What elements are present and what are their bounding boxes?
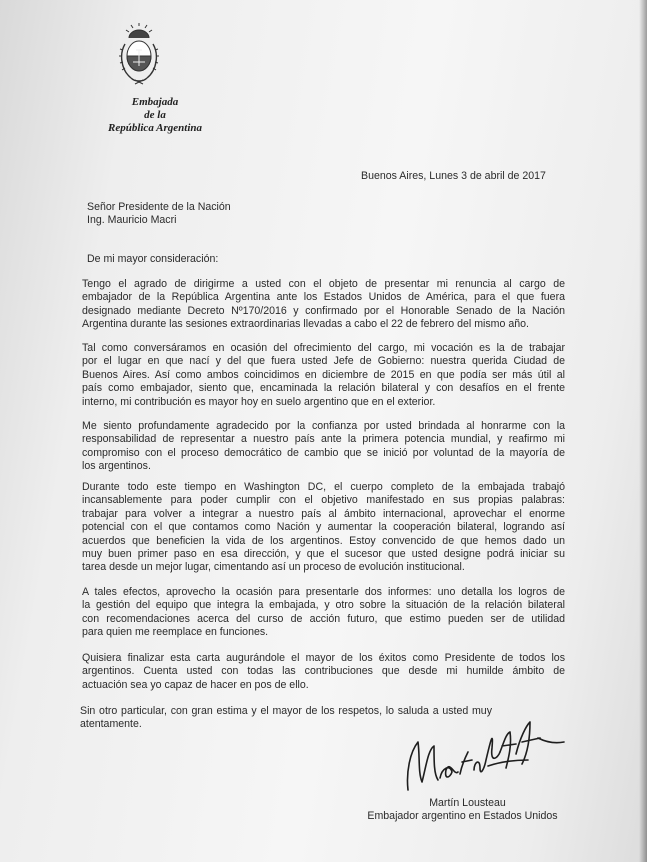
text-line: atentamente. — [80, 718, 142, 731]
text-line: compromiso con el proceso democrático de cambio que se inició por voluntad de la mayoría de — [82, 446, 565, 459]
embassy-line-3: República Argentina — [107, 122, 203, 134]
embassy-letterhead — [100, 96, 210, 135]
text-line: Tengo el agrado de dirigirme a usted con el objeto de presentar mi renuncia al cargo de — [82, 278, 565, 290]
embassy-line-1: Embajada — [131, 96, 179, 108]
text-line: Quisiera finalizar esta carta augurándole el mayor de los éxitos como Presidente de todos los — [82, 652, 565, 664]
text-line: con recomendaciones acerca del curso de acción futuro, que estimo pueden ser de utilidad — [82, 612, 565, 625]
embassy-line-2: de la — [144, 109, 166, 121]
handwritten-signature-icon — [388, 712, 568, 792]
text-line: actuación sea yo capaz de hacer en pos de ello. — [82, 678, 309, 691]
paragraph-reports — [82, 586, 565, 640]
text-line: responsabilidad de representar a nuestro país ante la primera potencia mundial, y reafirmo mi — [82, 433, 565, 446]
text-line: por el lugar en que nací y del que fuera usted Jefe de Gobierno: nuestra querida Ciudad de — [82, 355, 565, 368]
addressee-line-2: Ing. Mauricio Macri — [87, 214, 177, 227]
text-line: acuerdos que beneficien la vida de los argentinos. Estoy convencido de que hemos dado un — [82, 534, 565, 547]
text-line: interno, mi contribución es mayor hoy en suelo argentino que en el exterior. — [82, 395, 436, 408]
text-line: muy buen primer paso en esa dirección, y que el sucesor que usted designe podrá iniciar su — [82, 548, 565, 561]
text-line: Durante todo este tiempo en Washington DC, el cuerpo completo de la embajada trabajó — [82, 481, 565, 493]
text-line: para quien me reemplace en funciones. — [82, 626, 269, 639]
text-line: trabajar para volver a integrar a nuestro país al ámbito internacional, aprovechar el enorme — [82, 507, 565, 520]
text-line: Argentina durante las sesiones extraordinarias llevadas a cabo el 22 de febrero del mismo año. — [82, 318, 529, 331]
argentina-coat-of-arms-icon — [117, 22, 161, 88]
signer-title: Embajador argentino en Estados Unidos — [367, 810, 558, 823]
text-line: A tales efectos, aprovecho la ocasión para presentarle dos informes: uno detalla los logros de — [82, 586, 565, 598]
text-line: Tal como conversáramos en ocasión del ofrecimiento del cargo, mi vocación es la de trabajar — [82, 342, 565, 354]
addressee-line-1: Señor Presidente de la Nación — [87, 201, 231, 213]
text-line: embajador de la República Argentina ante los Estados Unidos de América, para el que fuera — [82, 291, 565, 304]
paragraph-closing-wishes — [82, 652, 565, 692]
greeting: De mi mayor consideración: — [87, 253, 219, 265]
text-line: tarea desde un mejor lugar, cimentando así un proceso de evolución institucional. — [82, 561, 465, 574]
signer-name: Martín Lousteau — [429, 797, 506, 809]
signature-block — [355, 797, 570, 824]
text-line: argentinos. Cuenta usted con todas las contribuciones que desde mi humilde ámbito de — [82, 665, 565, 678]
text-line: país como embajador, siento que, encaminada la relación bilateral y con desafíos en el frente — [82, 382, 565, 395]
text-line: la gestión del equipo que integra la embajada, y otro sobre la situación de la relación bilateral — [82, 599, 565, 612]
text-line: incansablemente para poder cumplir con el objetivo manifestado en sus propias palabras: — [82, 494, 565, 507]
paragraph-gratitude — [82, 420, 565, 474]
text-line: potencial con el que contamos como Nación y aumentar la cooperación bilateral, logrando así — [82, 521, 565, 534]
addressee — [87, 201, 231, 228]
text-line: Me siento profundamente agradecido por la confianza por usted brindada al honrarme con la — [82, 420, 565, 432]
text-line: los argentinos. — [82, 460, 151, 473]
text-line: Buenos Aires. Así como ambos coincidimos en diciembre de 2015 en que podía ser más útil al — [82, 368, 565, 381]
paragraph-vocation — [82, 342, 565, 409]
paragraph-washington — [82, 481, 565, 575]
text-line: designado mediante Decreto Nº170/2016 y confirmado por el Honorable Senado de la Nación — [82, 304, 565, 317]
letter-date: Buenos Aires, Lunes 3 de abril de 2017 — [361, 170, 546, 182]
paragraph-resignation — [82, 278, 565, 332]
text-line: Sin otro particular, con gran estima y el mayor de los respetos, lo saluda a usted muy — [80, 705, 492, 717]
